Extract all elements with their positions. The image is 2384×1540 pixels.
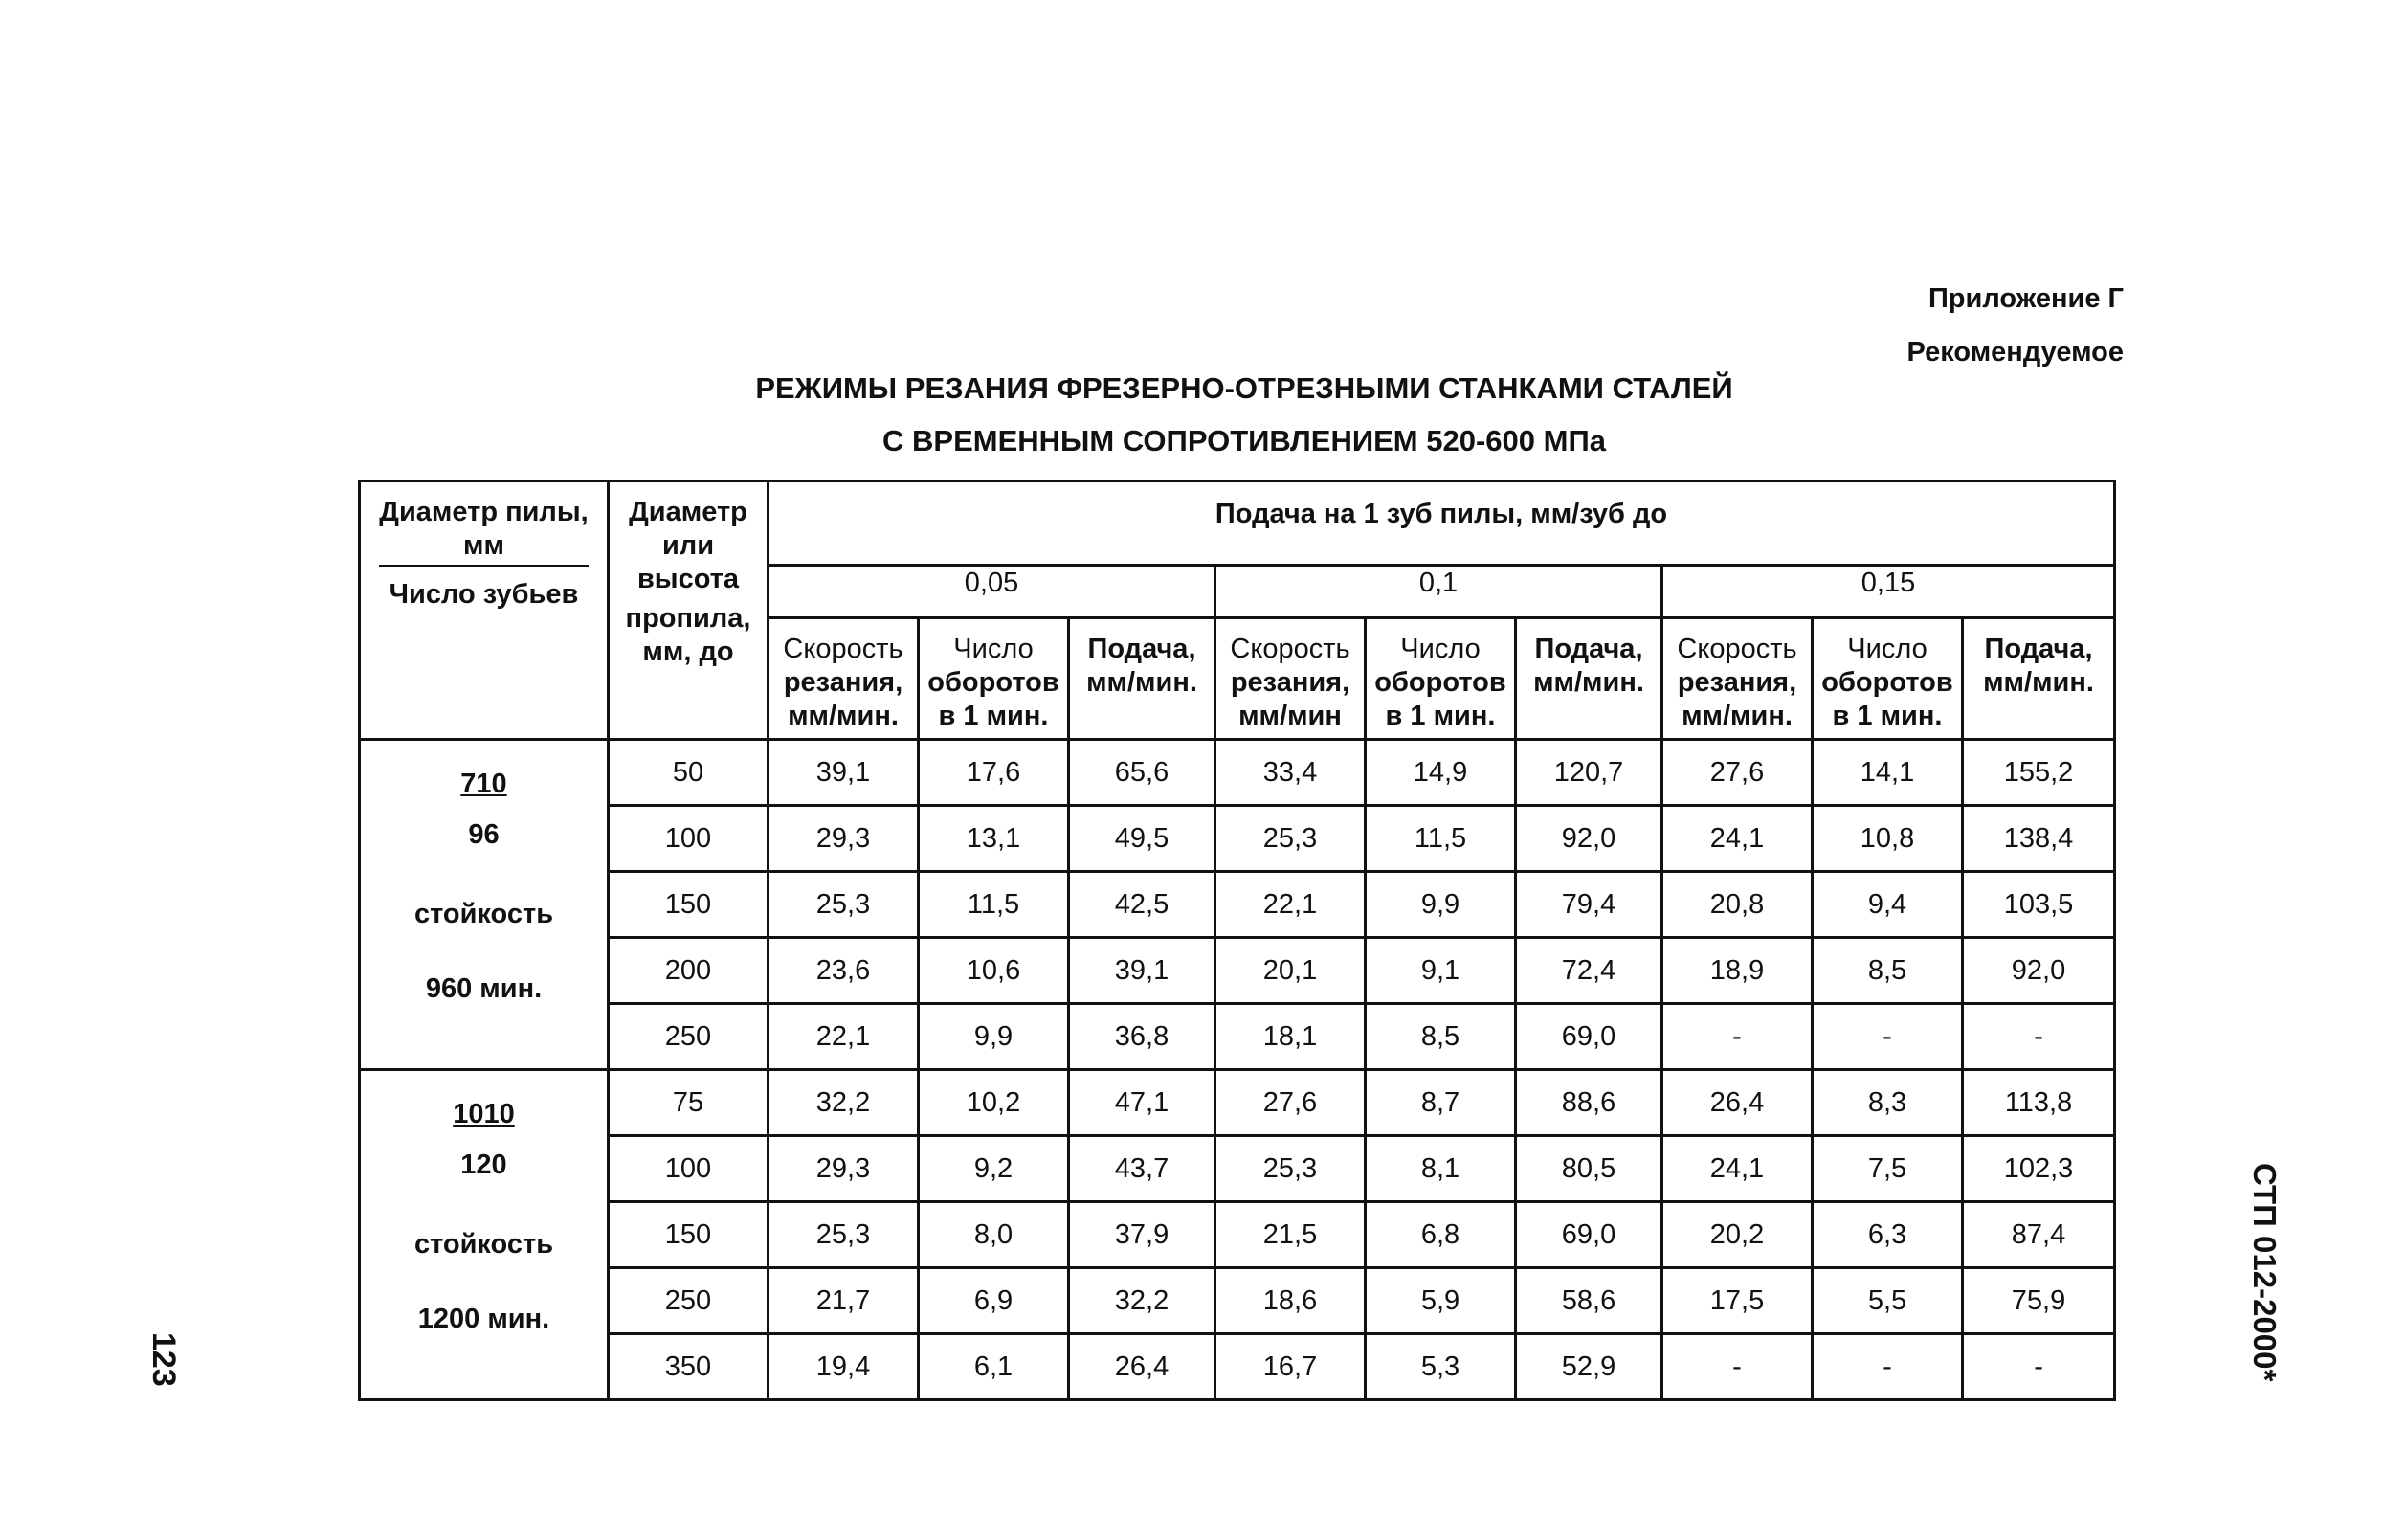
tool-life-label: стойкость — [413, 899, 554, 929]
tool-life-value: 960 мин. — [425, 973, 543, 1004]
page-number: 123 — [145, 1332, 182, 1387]
subheader-line: мм/мин. — [788, 701, 899, 731]
cut-height-cell: 100 — [609, 1136, 769, 1202]
value-cell: 6,1 — [919, 1334, 1069, 1400]
subheader-line: Скорость — [1677, 634, 1797, 664]
value-cell: 25,3 — [1215, 806, 1366, 872]
table-row — [360, 1136, 2115, 1202]
subheader-line: мм/мин — [1238, 701, 1342, 731]
value-cell: 138,4 — [1963, 806, 2115, 872]
value-cell: 5,9 — [1366, 1268, 1516, 1334]
value-cell: 37,9 — [1069, 1202, 1215, 1268]
header-cut-height-line4: пропила, — [625, 603, 751, 634]
value-cell: 24,1 — [1662, 1136, 1813, 1202]
table-row — [360, 1202, 2115, 1268]
value-cell: - — [1963, 1004, 2115, 1070]
value-cell: - — [1662, 1004, 1813, 1070]
subheader-line: в 1 мин. — [1385, 701, 1496, 731]
cut-height-cell: 100 — [609, 806, 769, 872]
value-cell: 19,4 — [769, 1334, 919, 1400]
value-cell: 120,7 — [1516, 740, 1662, 806]
saw-diameter: 710 — [460, 769, 507, 799]
table-row — [360, 1268, 2115, 1334]
subheader-line: Скорость — [783, 634, 903, 664]
subheader-line: в 1 мин. — [938, 701, 1049, 731]
value-cell: 11,5 — [1366, 806, 1516, 872]
feed-value-0-15: 0,15 — [1662, 566, 2115, 618]
subheader-cutting-speed-1 — [769, 618, 919, 740]
value-cell: 22,1 — [769, 1004, 919, 1070]
value-cell: 8,0 — [919, 1202, 1069, 1268]
value-cell: 29,3 — [769, 806, 919, 872]
value-cell: 17,6 — [919, 740, 1069, 806]
value-cell: 113,8 — [1963, 1070, 2115, 1136]
header-cut-height-line3: высота — [636, 564, 740, 594]
value-cell: 21,5 — [1215, 1202, 1366, 1268]
value-cell: 8,1 — [1366, 1136, 1516, 1202]
cut-height-cell: 75 — [609, 1070, 769, 1136]
feed-value-0-1: 0,1 — [1215, 566, 1662, 618]
table-row — [360, 1004, 2115, 1070]
document-title-line2: С ВРЕМЕННЫМ СОПРОТИВЛЕНИЕМ 520-600 МПа — [882, 424, 1606, 458]
subheader-line: Подача, — [1984, 634, 2093, 664]
table-row — [360, 1334, 2115, 1400]
header-cut-height — [609, 481, 769, 740]
value-cell: 27,6 — [1215, 1070, 1366, 1136]
value-cell: 69,0 — [1516, 1202, 1662, 1268]
subheader-feed-rate-1 — [1069, 618, 1215, 740]
table-row — [360, 1070, 2115, 1136]
value-cell: 23,6 — [769, 938, 919, 1004]
value-cell: 10,8 — [1813, 806, 1963, 872]
cut-height-cell: 250 — [609, 1268, 769, 1334]
value-cell: 52,9 — [1516, 1334, 1662, 1400]
value-cell: 27,6 — [1662, 740, 1813, 806]
value-cell: 21,7 — [769, 1268, 919, 1334]
saw-diameter: 1010 — [453, 1099, 515, 1129]
appendix-label: Приложение Г — [1927, 283, 2124, 314]
header-cut-height-line2: или — [661, 530, 715, 561]
value-cell: - — [1813, 1004, 1963, 1070]
document-code-label: СТП 012-2000* — [2247, 1163, 2283, 1382]
value-cell: 47,1 — [1069, 1070, 1215, 1136]
table-row — [360, 938, 2115, 1004]
value-cell: 10,6 — [919, 938, 1069, 1004]
value-cell: - — [1813, 1334, 1963, 1400]
value-cell: 18,1 — [1215, 1004, 1366, 1070]
value-cell: 6,9 — [919, 1268, 1069, 1334]
value-cell: 9,9 — [1366, 872, 1516, 938]
subheader-line: мм/мин. — [1682, 701, 1793, 731]
subheader-rpm-3 — [1813, 618, 1963, 740]
cut-height-cell: 150 — [609, 872, 769, 938]
value-cell: 20,8 — [1662, 872, 1813, 938]
value-cell: 32,2 — [1069, 1268, 1215, 1334]
value-cell: 92,0 — [1516, 806, 1662, 872]
value-cell: 42,5 — [1069, 872, 1215, 938]
header-saw-diameter — [360, 481, 609, 740]
value-cell: 14,9 — [1366, 740, 1516, 806]
subheader-line: резания, — [1230, 667, 1350, 698]
value-cell: 14,1 — [1813, 740, 1963, 806]
value-cell: 36,8 — [1069, 1004, 1215, 1070]
subheader-line: резания, — [783, 667, 903, 698]
subheader-cutting-speed-3 — [1662, 618, 1813, 740]
value-cell: 43,7 — [1069, 1136, 1215, 1202]
value-cell: 103,5 — [1963, 872, 2115, 938]
value-cell: 32,2 — [769, 1070, 919, 1136]
cut-height-cell: 200 — [609, 938, 769, 1004]
tool-life-label: стойкость — [413, 1229, 554, 1260]
subheader-line: резания, — [1677, 667, 1797, 698]
subheader-line: Число — [1847, 634, 1927, 664]
header-cut-height-line1: Диаметр — [629, 497, 747, 527]
value-cell: 24,1 — [1662, 806, 1813, 872]
saw-group-label — [360, 740, 609, 1070]
value-cell: 88,6 — [1516, 1070, 1662, 1136]
value-cell: 8,5 — [1366, 1004, 1516, 1070]
subheader-line: Число — [1400, 634, 1481, 664]
value-cell: 9,4 — [1813, 872, 1963, 938]
subheader-line: Число — [953, 634, 1034, 664]
appendix-status: Рекомендуемое — [1906, 337, 2124, 368]
value-cell: 6,8 — [1366, 1202, 1516, 1268]
value-cell: - — [1662, 1334, 1813, 1400]
value-cell: 102,3 — [1963, 1136, 2115, 1202]
value-cell: 75,9 — [1963, 1268, 2115, 1334]
value-cell: 39,1 — [1069, 938, 1215, 1004]
value-cell: 87,4 — [1963, 1202, 2115, 1268]
value-cell: 20,2 — [1662, 1202, 1813, 1268]
subheader-line: оборотов — [1374, 667, 1506, 698]
value-cell: 16,7 — [1215, 1334, 1366, 1400]
value-cell: 6,3 — [1813, 1202, 1963, 1268]
subheader-line: в 1 мин. — [1832, 701, 1943, 731]
cut-height-cell: 150 — [609, 1202, 769, 1268]
tool-life-value: 1200 мин. — [417, 1304, 550, 1334]
subheader-line: Подача, — [1087, 634, 1196, 664]
value-cell: 10,2 — [919, 1070, 1069, 1136]
value-cell: 8,7 — [1366, 1070, 1516, 1136]
value-cell: 25,3 — [1215, 1136, 1366, 1202]
value-cell: 79,4 — [1516, 872, 1662, 938]
cutting-modes-table — [358, 480, 2116, 1401]
subheader-line: мм/мин. — [1086, 667, 1197, 698]
subheader-rpm-1 — [919, 618, 1069, 740]
cut-height-cell: 50 — [609, 740, 769, 806]
value-cell: 8,3 — [1813, 1070, 1963, 1136]
cut-height-cell: 250 — [609, 1004, 769, 1070]
table-row — [360, 740, 2115, 806]
saw-group-label — [360, 1070, 609, 1400]
feed-value-0-05: 0,05 — [769, 566, 1215, 618]
value-cell: 25,3 — [769, 872, 919, 938]
value-cell: 9,2 — [919, 1136, 1069, 1202]
value-cell: 20,1 — [1215, 938, 1366, 1004]
header-cut-height-line5: мм, до — [642, 636, 734, 667]
value-cell: 18,6 — [1215, 1268, 1366, 1334]
table-row — [360, 872, 2115, 938]
subheader-line: мм/мин. — [1983, 667, 2094, 698]
subheader-line: оборотов — [927, 667, 1059, 698]
value-cell: 26,4 — [1069, 1334, 1215, 1400]
value-cell: 9,9 — [919, 1004, 1069, 1070]
subheader-feed-rate-2 — [1516, 618, 1662, 740]
value-cell: 80,5 — [1516, 1136, 1662, 1202]
header-feed-per-tooth: Подача на 1 зуб пилы, мм/зуб до — [769, 481, 2115, 566]
value-cell: 26,4 — [1662, 1070, 1813, 1136]
value-cell: 11,5 — [919, 872, 1069, 938]
value-cell: 17,5 — [1662, 1268, 1813, 1334]
teeth-count: 120 — [460, 1149, 507, 1180]
subheader-line: оборотов — [1821, 667, 1953, 698]
subheader-line: Скорость — [1230, 634, 1350, 664]
header-saw-diameter-line1: Диаметр пилы, — [379, 497, 589, 527]
value-cell: 92,0 — [1963, 938, 2115, 1004]
teeth-count: 96 — [468, 819, 500, 850]
value-cell: 7,5 — [1813, 1136, 1963, 1202]
header-saw-diameter-line2: мм — [463, 530, 504, 561]
value-cell: 18,9 — [1662, 938, 1813, 1004]
value-cell: 22,1 — [1215, 872, 1366, 938]
value-cell: 58,6 — [1516, 1268, 1662, 1334]
value-cell: 155,2 — [1963, 740, 2115, 806]
cut-height-cell: 350 — [609, 1334, 769, 1400]
value-cell: 69,0 — [1516, 1004, 1662, 1070]
subheader-line: мм/мин. — [1533, 667, 1644, 698]
value-cell: 9,1 — [1366, 938, 1516, 1004]
header-teeth-count: Число зубьев — [389, 579, 579, 610]
value-cell: 8,5 — [1813, 938, 1963, 1004]
value-cell: 72,4 — [1516, 938, 1662, 1004]
value-cell: 33,4 — [1215, 740, 1366, 806]
appendix-block — [1907, 272, 2124, 379]
value-cell: 13,1 — [919, 806, 1069, 872]
subheader-feed-rate-3 — [1963, 618, 2115, 740]
subheader-cutting-speed-2 — [1215, 618, 1366, 740]
value-cell: 5,5 — [1813, 1268, 1963, 1334]
subheader-rpm-2 — [1366, 618, 1516, 740]
value-cell: - — [1963, 1334, 2115, 1400]
value-cell: 5,3 — [1366, 1334, 1516, 1400]
subheader-line: Подача, — [1534, 634, 1643, 664]
value-cell: 25,3 — [769, 1202, 919, 1268]
table-row — [360, 806, 2115, 872]
value-cell: 29,3 — [769, 1136, 919, 1202]
value-cell: 65,6 — [1069, 740, 1215, 806]
document-title-line1: РЕЖИМЫ РЕЗАНИЯ ФРЕЗЕРНО-ОТРЕЗНЫМИ СТАНКАМИ СТАЛЕЙ — [755, 371, 1733, 405]
value-cell: 39,1 — [769, 740, 919, 806]
value-cell: 49,5 — [1069, 806, 1215, 872]
